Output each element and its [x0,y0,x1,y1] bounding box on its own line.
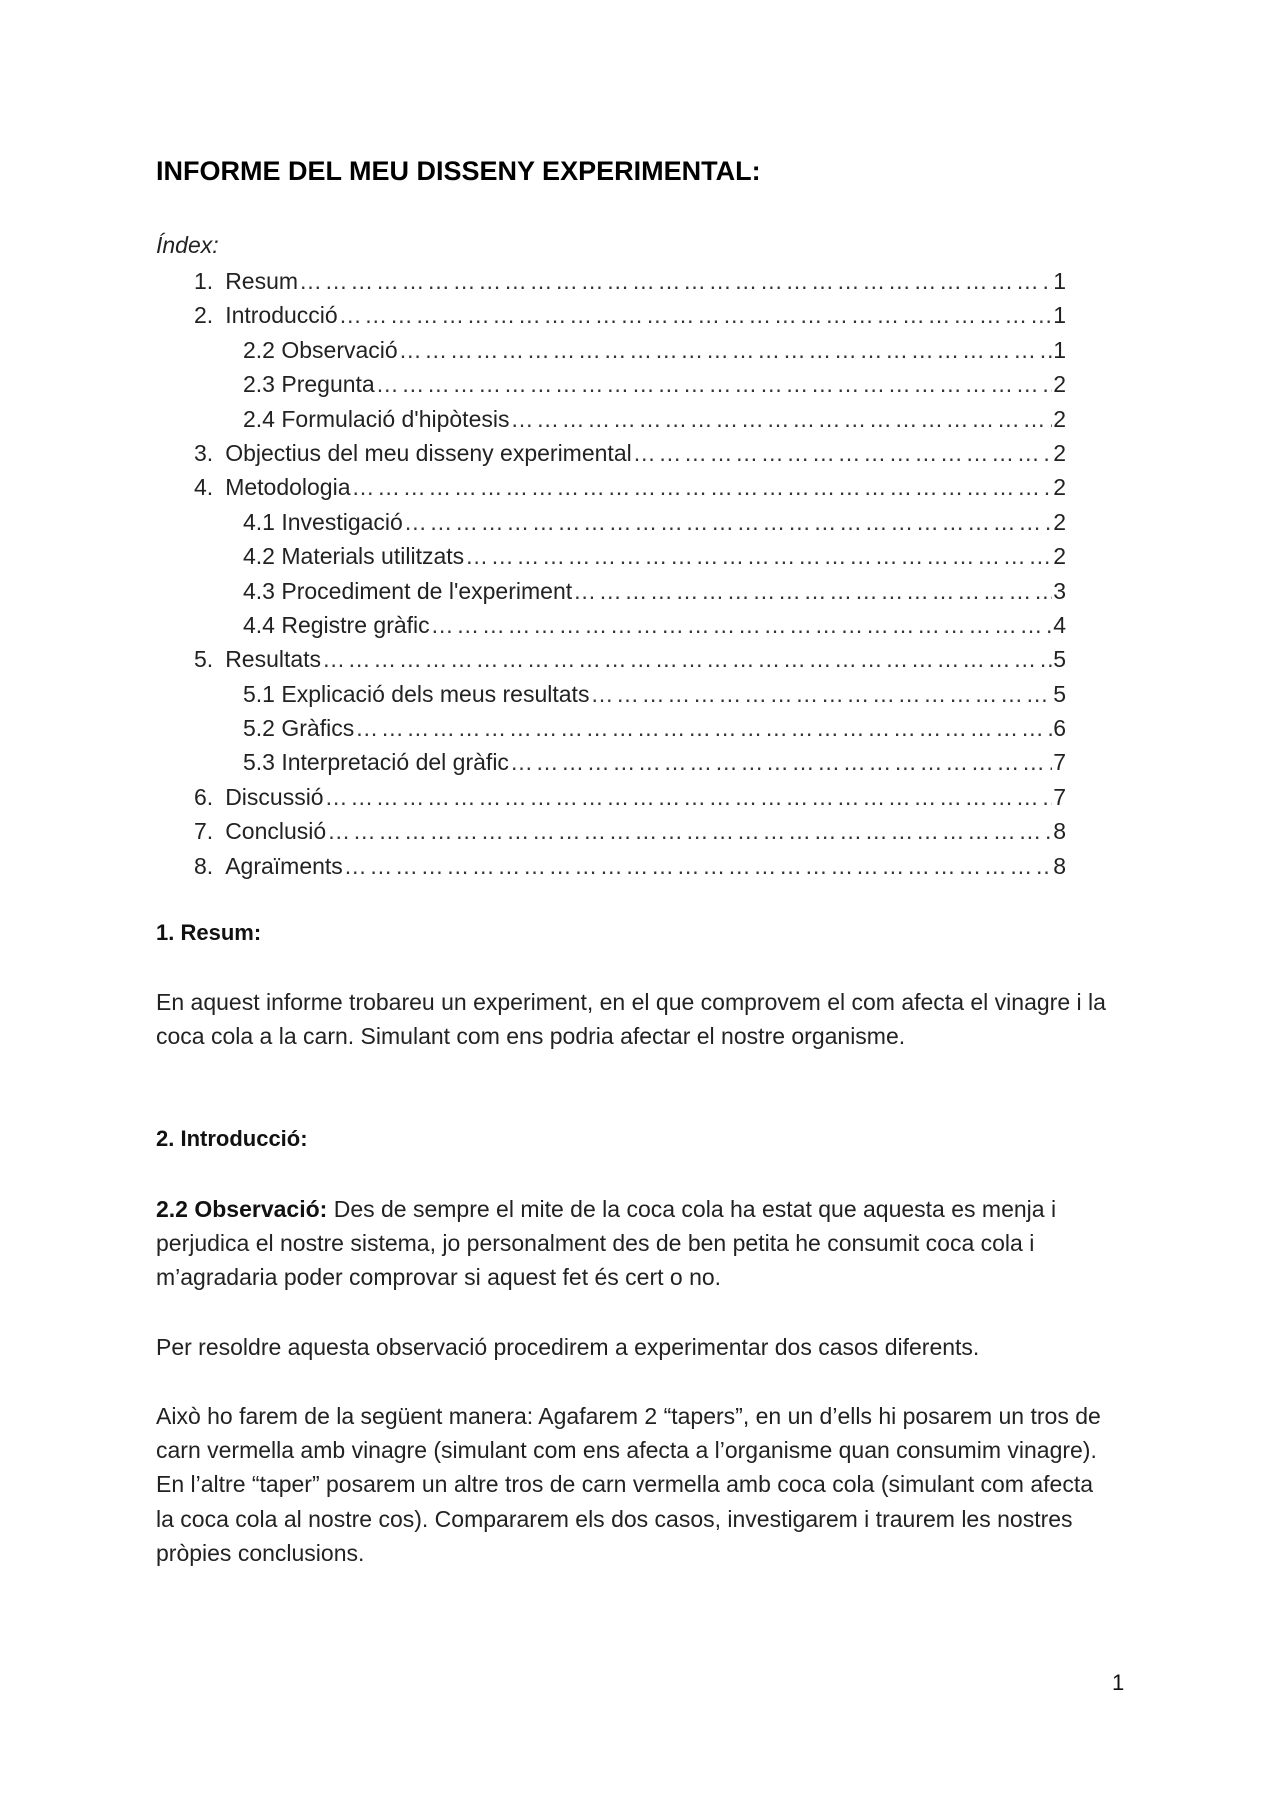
toc-item [156,298,1066,332]
toc-page: 2 [1053,508,1066,535]
observacio-paragraph [156,1192,1116,1295]
toc-leader-dots [633,436,1052,470]
toc-number: 3. [194,439,214,466]
toc-number: 5. [194,646,214,673]
toc-item [156,711,1066,745]
toc-label: 5.3 Interpretació del gràfic [243,749,509,776]
toc-item [156,264,1066,298]
toc-item [156,780,1066,814]
toc-page: 2 [1053,371,1066,398]
index-label: Índex: [156,232,219,258]
toc-page: 1 [1053,268,1066,294]
toc-page: 7 [1053,783,1066,810]
toc-label: 4.1 Investigació [243,508,403,535]
toc-page: 5 [1053,646,1066,673]
toc-item [156,849,1066,883]
toc-leader-dots [404,505,1052,539]
toc-item [156,333,1066,367]
method-paragraph: Això ho farem de la següent manera: Agafarem 2 “tapers”, en un d’ells hi posarem un tros de carn vermella amb vinagre (simulant com ens afecta a l’organisme quan consumim vinagre). En l’altre “taper” posarem un altre tros de carn vermella amb coca cola (simulant com afecta la coca cola al nostre cos). Compararem els dos casos, investigarem i traurem les nostres pròpies conclusions. [156,1403,1101,1566]
toc-page: 8 [1053,818,1066,845]
section-heading-introduccio: 2. Introducció: [156,1126,308,1151]
resum-paragraph: En aquest informe trobareu un experiment, en el que comprovem el com afecta el vinagre i la coca cola a la carn. Simulant com ens podria afectar el nostre organisme. [156,989,1106,1050]
toc-item [156,436,1066,470]
toc-label: 2.2 Observació [243,336,398,363]
toc-page: 2 [1053,474,1066,501]
toc-number: 7. [194,818,214,845]
toc-label: Objectius del meu disseny experimental [225,439,632,466]
table-of-contents [156,264,1066,883]
toc-label: 2.4 Formulació d'hipòtesis [243,405,510,432]
resolution-paragraph: Per resoldre aquesta observació procedirem a experimentar dos casos diferents. [156,1334,980,1360]
toc-leader-dots [339,298,1053,332]
toc-item [156,608,1066,642]
toc-number: 2. [194,302,214,329]
toc-item [156,539,1066,573]
toc-page: 5 [1053,680,1066,707]
toc-item [156,745,1066,779]
toc-number: 1. [194,268,214,294]
toc-leader-dots [590,677,1052,711]
toc-item [156,470,1066,504]
toc-page: 2 [1053,405,1066,432]
toc-leader-dots [355,711,1052,745]
toc-page: 4 [1053,611,1066,638]
toc-page: 3 [1053,577,1066,604]
toc-leader-dots [325,780,1053,814]
toc-label: Resum [225,268,299,294]
section-heading-resum: 1. Resum: [156,920,262,945]
toc-label: Introducció [225,302,338,329]
toc-item [156,402,1066,436]
toc-label: 4.3 Procediment de l'experiment [243,577,573,604]
toc-number: 6. [194,783,214,810]
toc-page: 6 [1053,715,1066,742]
toc-leader-dots [510,402,1052,436]
toc-label: Conclusió [225,818,327,845]
toc-leader-dots [327,814,1052,848]
toc-label: 4.2 Materials utilitzats [243,543,465,570]
toc-item [156,814,1066,848]
toc-number: 8. [194,852,214,879]
toc-number: 4. [194,474,214,501]
toc-leader-dots [322,642,1052,676]
toc-leader-dots [344,849,1052,883]
toc-item [156,574,1066,608]
toc-leader-dots [299,264,1052,298]
toc-label: 5.2 Gràfics [243,715,355,742]
toc-leader-dots [510,745,1052,779]
toc-item [156,367,1066,401]
toc-page: 1 [1053,336,1066,363]
toc-item [156,642,1066,676]
toc-page: 8 [1053,852,1066,879]
document-title: INFORME DEL MEU DISSENY EXPERIMENTAL: [156,156,761,186]
toc-page: 2 [1053,439,1066,466]
toc-label: 4.4 Registre gràfic [243,611,430,638]
toc-leader-dots [431,608,1053,642]
observacio-label: 2.2 Observació: [156,1196,328,1222]
toc-item [156,505,1066,539]
toc-leader-dots [465,539,1052,573]
toc-label: Metodologia [225,474,351,501]
toc-leader-dots [352,470,1053,504]
toc-label: 2.3 Pregunta [243,371,375,398]
toc-leader-dots [376,367,1052,401]
toc-page: 1 [1053,302,1066,329]
toc-page: 2 [1053,543,1066,570]
observacio-body: Des de sempre el mite de la coca cola ha estat que aquesta es menja i perjudica el nostre sistema, jo personalment des de ben petita he consumit coca cola i m’agradaria poder comprovar si aquest fet és cert o no. [156,1196,1057,1291]
toc-leader-dots [399,333,1053,367]
toc-label: Discussió [225,783,324,810]
toc-item [156,677,1066,711]
toc-label: Resultats [225,646,322,673]
page-number: 1 [1112,1670,1125,1695]
toc-page: 7 [1053,749,1066,776]
toc-label: Agraïments [225,852,343,879]
toc-label: 5.1 Explicació dels meus resultats [243,680,590,707]
toc-leader-dots [573,574,1052,608]
